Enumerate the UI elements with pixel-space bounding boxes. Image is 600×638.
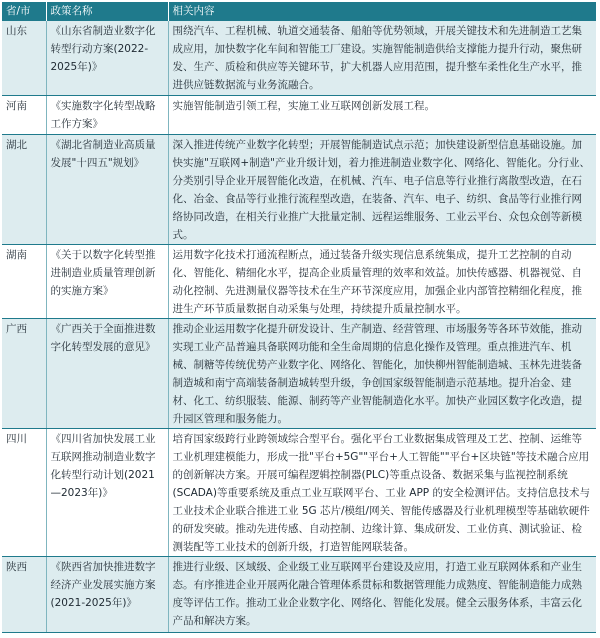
content-cell: 实施智能制造引领工程，实施工业互联网创新发展工程。 (168, 95, 596, 134)
policy-name-cell: 《湖北省制造业高质量发展"十四五"规划》 (46, 134, 168, 244)
content-cell: 运用数字化技术打通流程断点，通过装备升级实现信息系统集成，提升工艺控制的自动化、智能化、精细化水平，提高企业质量管理的效率和效益。加快传感器、机器视觉、自动化控制、先进测量仪器等技术在生产环节深度应用，加强企业内部管控精细化程度，推进生产环节质量数据自动采集与处理，持续提升质量控制水平。 (168, 244, 596, 318)
table-row-shandong (2, 21, 596, 95)
province-cell: 四川 (2, 428, 46, 556)
header-content: 相关内容 (168, 2, 596, 21)
table-row-guangxi (2, 318, 596, 428)
header-row (2, 2, 596, 21)
header-province: 省/市 (2, 2, 46, 21)
policy-name-cell: 《关于以数字化转型推进制造业质量管理创新的实施方案》 (46, 244, 168, 318)
content-cell: 深入推进传统产业数字化转型；开展智能制造试点示范；加快建设新型信息基础设施。加快实施"互联网+制造"产业升级计划，着力推进制造业数字化、网络化、智能化。分行业、分类别引导企业开展智能化改造，在机械、汽车、电子信息等行业推行离散型改造，在石化、冶金、食品等行业推行流程型改造，在装备、汽车、电子、纺织、食品等行业推行网络协同改造，在相关行业推广大批量定制、远程运维服务、工业云平台、众包众创等新模式。 (168, 134, 596, 244)
table-row-hubei (2, 134, 596, 244)
content-cell: 围绕汽车、工程机械、轨道交通装备、船舶等优势领域，开展关键技术和先进制造工艺集成应用，加快数字化车间和智能工厂建设。实施智能制造供给支撑能力提升行动，聚焦研发、生产、质检和供应等关键环节，扩大机器人应用范围，提升整车柔性化生产水平，推进供应链数据流与业务流融合。 (168, 21, 596, 95)
table-row-sichuan (2, 428, 596, 556)
province-cell: 湖南 (2, 244, 46, 318)
policy-name-cell: 《四川省加快发展工业互联网推动制造业数字化转型行动计划(2021—2023年)》 (46, 428, 168, 556)
table-row-shaanxi (2, 556, 596, 632)
policy-name-cell: 《广西关于全面推进数字化转型发展的意见》 (46, 318, 168, 428)
province-cell: 广西 (2, 318, 46, 428)
province-cell: 山东 (2, 21, 46, 95)
province-cell: 陕西 (2, 556, 46, 632)
province-cell: 河南 (2, 95, 46, 134)
content-cell: 推动企业运用数字化提升研发设计、生产制造、经营管理、市场服务等各环节效能，推动实现工业产品普遍具备联网功能和全生命周期的信息化操作及管理。重点推进汽车、机械、制糖等传统优势产业数字化、网络化、智能化，加快柳州智能制造城、玉林先进装备制造城和南宁高端装备制造城转型升级，争创国家级智能制造示范基地。提升冶金、建材、化工、纺织服装、能源、制药等产业智能制造化水平。加快产业园区数字化改造，提升园区管理和服务能力。 (168, 318, 596, 428)
table-row-henan (2, 95, 596, 134)
policy-name-cell: 《山东省制造业数字化转型行动方案(2022-2025年)》 (46, 21, 168, 95)
policy-name-cell: 《陕西省加快推进数字经济产业发展实施方案(2021-2025年)》 (46, 556, 168, 632)
province-cell: 湖北 (2, 134, 46, 244)
content-cell: 推进行业级、区域级、企业级工业互联网平台建设及应用，打造工业互联网体系和产业生态。有序推进企业开展两化融合管理体系贯标和数据管理能力成熟度、智能制造能力成熟度等评估工作。推动工业企业数字化、网络化、智能化发展。健全云服务体系，丰富云化产品和解决方案。 (168, 556, 596, 632)
policy-table (2, 2, 596, 633)
content-cell: 培育国家级跨行业跨领域综合型平台。强化平台工业数据集成管理及工艺、控制、运维等工业机理建模能力，形成一批"平台+5G""平台+人工智能""平台+区块链"等技术融合应用的创新解决方案。开展可编程逻辑控制器(PLC)等重点设备、数据采集与监视控制系统(SCADA)等重要系统及重点工业互联网平台、工业 APP 的安全检测评估。支持信息技术与工业技术企业联合推进工业 5G 芯片/模组/网关、智能传感器及行业机理模型等基础软硬件的研发突破。推动先进传感、自动控制、边缘计算、集成研发、工业仿真、测试验证、检测装配等工业技术的创新升级，打造智能网联装备。 (168, 428, 596, 556)
policy-name-cell: 《实施数字化转型战略工作方案》 (46, 95, 168, 134)
table-row-hunan (2, 244, 596, 318)
header-policy-name: 政策名称 (46, 2, 168, 21)
